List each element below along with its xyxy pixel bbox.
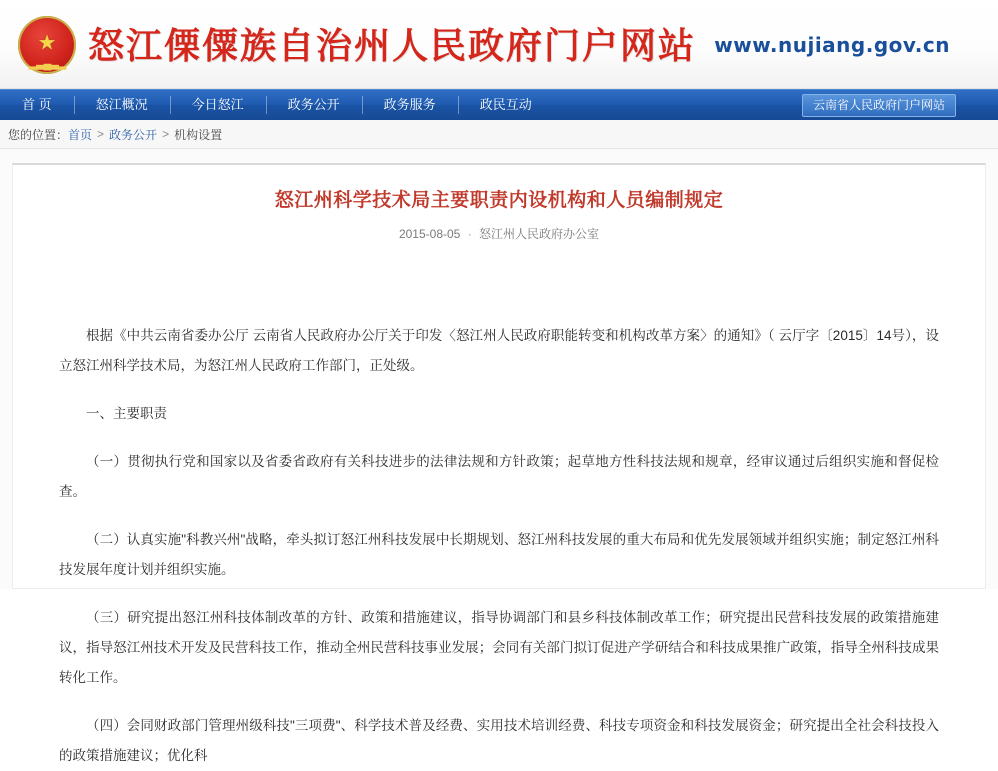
emblem-wheat-icon: ▂▃▄▃▂ [28,58,66,70]
nav-item-gov-service[interactable]: 政务服务 [362,90,458,120]
article-paragraph: （二）认真实施"科教兴州"战略，牵头拟订怒江州科技发展中长期规划、怒江州科技发展的重大布局和优先发展领域并组织实施；制定怒江州科技发展年度计划并组织实施。 [59,532,939,577]
article-panel [12,163,986,763]
breadcrumb-item-home[interactable]: 首页 [68,127,93,142]
article-meta [59,225,939,242]
nav-item-interaction[interactable]: 政民互动 [458,90,554,120]
breadcrumb-separator: > [162,127,170,141]
article-paragraph: 根据《中共云南省委办公厅 云南省人民政府办公厅关于印发〈怒江州人民政府职能转变和机构改革方案〉的通知》（ 云厅字〔2015〕14号），设立怒江州科学技术局，为怒江州人民政府工作部门，正处级。 [59,328,939,373]
article-paragraph: （一）贯彻执行党和国家以及省委省政府有关科技进步的法律法规和方针政策；起草地方性科技法规和规章，经审议通过后组织实施和督促检查。 [59,454,939,499]
article-paragraph: （三）研究提出怒江州科技体制改革的方针、政策和措施建议，指导协调部门和县乡科技体制改革工作；研究提出民营科技发展的政策措施建议，指导怒江州技术开发及民营科技工作，推动全州民营科技事业发展；会同有关部门拟订促进产学研结合和科技成果推广政策，指导全州科技成果转化工作。 [59,610,939,685]
breadcrumb-item-gov-disclosure[interactable]: 政务公开 [109,127,158,142]
article-source: 怒江州人民政府办公室 [479,227,600,241]
article-body [59,321,939,771]
breadcrumb-item-org-structure: 机构设置 [174,127,223,142]
nav-item-today[interactable]: 今日怒江 [170,90,266,120]
nav-item-home[interactable]: 首 页 [22,97,52,112]
provincial-portal-link[interactable]: 云南省人民政府门户网站 [802,94,956,117]
emblem-star-icon: ★ [37,31,57,55]
nav-item-overview[interactable]: 怒江概况 [74,90,170,120]
article-paragraph: （四）会同财政部门管理州级科技"三项费"、科学技术普及经费、实用技术培训经费、科技专项资金和科技发展资金；研究提出全社会科技投入的政策措施建议；优化科 [59,718,939,763]
meta-separator: · [467,227,472,241]
breadcrumb-prefix: 您的位置： [8,127,69,142]
breadcrumb-separator: > [97,127,105,141]
breadcrumb [0,120,998,149]
site-url: www.nujiang.gov.cn [714,33,950,57]
main-navigation [0,89,998,120]
page-title: 怒江州科学技术局主要职责内设机构和人员编制规定 [274,189,724,211]
content-area [0,149,998,763]
site-header [0,0,998,89]
article-date: 2015-08-05 [398,227,461,241]
site-title: 怒江傈僳族自治州人民政府门户网站 [88,25,697,67]
article-section-heading: 一、主要职责 [86,406,167,421]
nav-item-gov-disclosure[interactable]: 政务公开 [266,90,362,120]
national-emblem-icon [18,16,76,74]
